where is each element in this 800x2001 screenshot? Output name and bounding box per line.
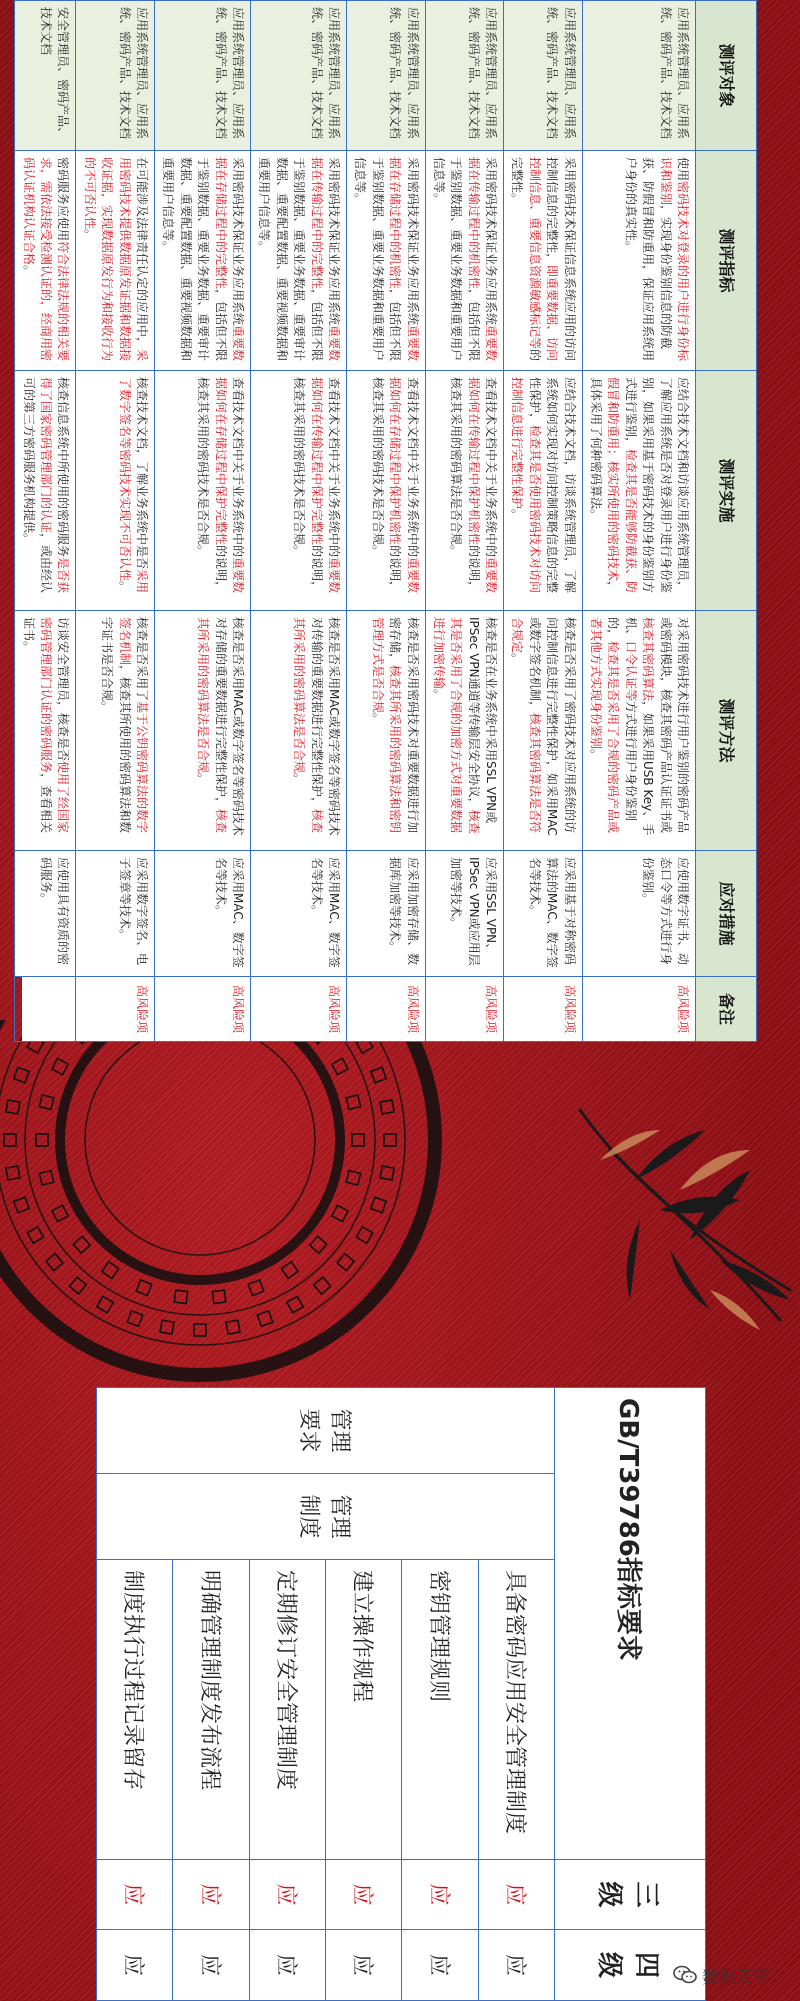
level-3-mark: 应 xyxy=(326,1860,402,1930)
requirements-table xyxy=(96,1387,706,2001)
highlighted-text: 核查其所采用的密码算法是否合规 xyxy=(292,617,324,834)
text-segment: 访谈安全管理员，核查是否 xyxy=(56,617,71,762)
seal-glyph xyxy=(384,1134,396,1146)
cell-method xyxy=(425,611,504,851)
cell-method xyxy=(76,611,155,851)
cell-note: 高风险项 xyxy=(76,977,155,1042)
cell-method xyxy=(582,611,695,851)
seal-glyph xyxy=(6,1100,20,1114)
seal-glyph xyxy=(346,1095,361,1110)
cell-measure: 应采用加密存储、数据库加密等技术。 xyxy=(346,851,425,977)
seal-glyph xyxy=(287,1296,303,1312)
header-object: 测评对象 xyxy=(696,1,757,151)
seal-glyph xyxy=(314,1277,331,1294)
highlighted-text: 是否获得了国家密码管理部门的认证 xyxy=(39,377,71,594)
text-segment: 核查是否在业务系统中采用SSL VPN或IPSec VPN通道等传输层安全协议， xyxy=(466,617,499,824)
level-4-mark: 应 xyxy=(478,1930,554,2001)
seal-glyph xyxy=(371,1067,386,1082)
text-segment: ，核查其所使用的密码算法和数字证书是否合规。 xyxy=(100,617,132,834)
seal-glyph xyxy=(52,1058,68,1074)
highlighted-text: 重要数据如何在传输过程中保护机密性 xyxy=(466,377,499,594)
text-segment: 。 xyxy=(82,229,97,242)
cell-metric xyxy=(425,151,504,371)
cell-metric xyxy=(582,151,695,371)
text-segment: 密码服务应使用 xyxy=(56,157,71,242)
cell-note: 高风险项 xyxy=(425,977,504,1042)
cell-measure: 应使用数字证书、动态口令等方式进行身份鉴别。 xyxy=(582,851,695,977)
requirement-item: 明确管理制度发布流程 xyxy=(173,1560,249,1860)
text-segment: 的说明，核查其采用的密码技术是否合规。 xyxy=(292,377,324,594)
text-segment: 查看技术文档中关于业务系统中的 xyxy=(484,377,499,558)
text-segment: 核查是否采用MAC或数字签名等密码技术对传输的重要数据进行完整性保护， xyxy=(309,617,341,836)
cell-object: 应用系统管理员、应用系统、密码产品、技术文档 xyxy=(582,1,695,151)
text-segment: 采用密码技术保证业务应用系统 xyxy=(326,157,341,326)
text-segment: 。 xyxy=(292,773,307,786)
highlighted-text: 重要数据如何在存储过程中保护机密性 xyxy=(388,377,420,594)
seal-glyph xyxy=(194,1324,206,1336)
table-row xyxy=(251,1,347,1042)
text-segment: 采用密码技术保证业务应用系统 xyxy=(405,157,420,326)
text-segment: 方式进行用户身份鉴别的， xyxy=(606,617,638,822)
requirements-row xyxy=(478,1388,554,2001)
cell-note: 高风险项 xyxy=(155,977,251,1042)
cell-method xyxy=(155,611,251,851)
cell-implementation xyxy=(76,371,155,611)
highlighted-text: 检查其是否采用了合规的密码产品或者其他方式实现身份鉴别 xyxy=(589,617,621,834)
requirement-item: 建立操作规程 xyxy=(326,1560,402,1860)
seal-glyph xyxy=(212,1290,225,1303)
highlighted-text: 核查其所采用的密码算法和密钥管理方式是否合规 xyxy=(370,617,403,834)
table-row xyxy=(15,1,76,1042)
level-4-header: 四级 xyxy=(555,1930,706,2001)
text-segment: 核查是否采用了 xyxy=(135,617,150,702)
table-row xyxy=(504,1,583,1042)
level-3-mark: 应 xyxy=(97,1860,173,1930)
seal-glyph xyxy=(281,1262,298,1279)
text-segment: 。 xyxy=(21,265,36,278)
highlighted-text: 检查其是否能够防截获、防假冒和防重用；核实所使用的密码技术 xyxy=(606,377,638,594)
seal-glyph xyxy=(160,1320,174,1334)
text-segment: 。 xyxy=(117,581,132,594)
cell-metric xyxy=(504,151,583,371)
highlighted-text: 重要数据如何在传输过程中保护完整性 xyxy=(309,377,341,594)
highlighted-text: 基于公钥密码算法的数字签名机制 xyxy=(117,617,150,834)
text-segment: 。 xyxy=(370,713,385,726)
table-row xyxy=(155,1,251,1042)
cell-object: 应用系统管理员、应用系统、密码产品、技术文档 xyxy=(155,1,251,151)
text-segment: ，实现身份鉴别信息的防截获、防假冒和防重用，保证应用系统用户身份的真实性。 xyxy=(623,157,673,362)
text-segment: 。 xyxy=(431,689,446,702)
cell-measure: 应采用MAC、数字签名等技术。 xyxy=(251,851,347,977)
cell-note: 高风险项 xyxy=(504,977,583,1042)
cell-note: 高风险项 xyxy=(582,977,695,1042)
seal-glyph xyxy=(69,1277,86,1294)
seal-glyph xyxy=(380,1166,394,1180)
text-segment: 核查是否采用MAC或数字签名等密码技术对存储的重要数据进行完整性保护， xyxy=(213,617,246,836)
evaluation-table xyxy=(14,0,757,1042)
seal-glyph xyxy=(337,1254,354,1271)
highlighted-text: 符合法律法规的相关要求，需依法接受检测认证的，经商用密码认证机构认证合格 xyxy=(21,157,71,362)
cell-note: 高风险项 xyxy=(346,977,425,1042)
text-segment: 的说明，核查其采用的密码算法是否合规。 xyxy=(449,377,481,594)
text-segment: 应结合技术文档，访谈系统管理员，了解系统如何实现对访问控制策略信息的完整性保护， xyxy=(527,377,577,594)
requirement-item: 定期修订安全管理制度 xyxy=(249,1560,325,1860)
cell-measure: 应采用MAC、数字签名等技术。 xyxy=(155,851,251,977)
cell-implementation xyxy=(346,371,425,611)
highlighted-text: 重要数据如何在存储过程中保护完整性 xyxy=(213,377,246,594)
text-segment: ，具体采用了何种密码算法。 xyxy=(589,377,621,594)
text-segment: 查看技术文档中关于业务系统中的 xyxy=(326,377,341,558)
requirements-header-row xyxy=(555,1388,706,2001)
level-3-header: 三级 xyxy=(555,1860,706,1930)
seal-glyph xyxy=(226,1320,240,1334)
cell-method xyxy=(346,611,425,851)
text-segment: 核查信息系统中所使用的密码服务 xyxy=(56,377,71,558)
cell-measure: 应采用基于对称密码算法的MAC、数字签名等技术。 xyxy=(504,851,583,977)
text-segment: ，或由经认可的第三方密码服务机构提供。 xyxy=(21,377,54,594)
header-implementation: 测评实施 xyxy=(696,371,757,611)
seal-glyph xyxy=(14,1197,29,1212)
cell-object: 应用系统管理员、应用系统、密码产品、技术文档 xyxy=(346,1,425,151)
table-row xyxy=(582,1,695,1042)
text-segment: 查看技术文档中关于业务系统中的 xyxy=(405,377,420,558)
text-segment: 核查技术文档，了解业务系统中是否 xyxy=(135,377,150,570)
requirement-item: 密钥管理规则 xyxy=(402,1560,478,1860)
cell-implementation xyxy=(582,371,695,611)
cell-implementation xyxy=(504,371,583,611)
bamboo-decoration xyxy=(540,1090,800,1350)
cell-metric xyxy=(251,151,347,371)
seal-glyph xyxy=(136,1280,151,1295)
seal-glyph xyxy=(6,1166,20,1180)
cell-metric xyxy=(76,151,155,371)
header-metric: 测评指标 xyxy=(696,151,757,371)
highlighted-text: 重要数据在传输过程中的完整性 xyxy=(309,157,341,362)
text-segment: 。 xyxy=(510,653,525,666)
seal-glyph xyxy=(310,1236,327,1253)
seal-glyph xyxy=(52,1205,68,1221)
cell-measure: 应采用数字签名、电子签章等技术。 xyxy=(76,851,155,977)
text-segment: 采用密码技术保证信息系统应用的访问控制信息的完整性， xyxy=(545,157,577,362)
highlighted-text: 口令认证等 xyxy=(623,641,638,702)
seal-glyph xyxy=(97,1296,113,1312)
seal-glyph xyxy=(73,1236,90,1253)
cell-object: 应用系统管理员、应用系统、密码产品、技术文档 xyxy=(504,1,583,151)
cell-object: 应用系统管理员、应用系统、密码产品、技术文档 xyxy=(425,1,504,151)
level-3-mark: 应 xyxy=(173,1860,249,1930)
highlighted-text: 检查其是否使用密码技术对访问控制信息进行完整性保护 xyxy=(510,377,542,594)
seal-glyph xyxy=(332,1058,348,1074)
wechat-icon xyxy=(672,1964,698,1986)
cell-implementation xyxy=(15,371,76,611)
seal-glyph xyxy=(356,1227,372,1243)
cell-measure: 应采用SSL VPN、IPSec VPN或应用层加密等技术。 xyxy=(425,851,504,977)
watermark-text: 数观天下 xyxy=(702,1967,770,1988)
text-segment: ，如果采用USB Key、手机、 xyxy=(623,617,656,836)
text-segment: 采用密码技术保证业务应用系统 xyxy=(484,157,499,326)
text-segment: 。 xyxy=(196,773,211,786)
seal-glyph xyxy=(46,1254,63,1271)
level-4-mark: 应 xyxy=(249,1930,325,2001)
cell-metric xyxy=(15,151,76,371)
text-segment: 。 xyxy=(589,749,604,762)
level-4-mark: 应 xyxy=(402,1930,478,2001)
category-level-1: 管理要求 xyxy=(97,1388,555,1474)
cell-method xyxy=(251,611,347,851)
seal-glyph xyxy=(14,1067,29,1082)
cell-note xyxy=(15,977,76,1042)
seal-glyph xyxy=(102,1262,119,1279)
header-note: 备注 xyxy=(696,977,757,1042)
level-4-mark: 应 xyxy=(326,1930,402,2001)
cell-metric xyxy=(155,151,251,371)
text-segment: 在可能涉及法律责任认定的应用中， xyxy=(135,157,150,350)
text-segment: 核查是否采用密码技术对重要数据进行加密存储， xyxy=(388,617,420,834)
highlighted-text: 采用了数字签名等密码技术实现不可否认性 xyxy=(117,377,150,594)
table-header-row xyxy=(696,1,757,1042)
highlighted-text: 核查其是否采用了合规的加密方式对重要数据进行加密传输 xyxy=(431,617,481,834)
text-segment: 的说明，核查其采用的密码技术是否合规。 xyxy=(370,377,403,594)
seal-glyph xyxy=(371,1197,386,1212)
highlighted-text: 采用密码技术提供数据原发证据和数据接收证据，实现数据原发行为和接收行为的不可否认性 xyxy=(82,157,150,362)
cell-implementation xyxy=(155,371,251,611)
text-segment: 查看技术文档中关于业务系统中的 xyxy=(231,377,246,558)
evaluation-table-page xyxy=(22,0,757,1041)
highlighted-text: 重要数据在传输过程中的机密性 xyxy=(466,157,499,362)
text-segment: ，包括但不限于鉴别数据、重要业务数据和重要用户信息等。 xyxy=(431,157,481,362)
seal-glyph xyxy=(248,1280,263,1295)
text-segment: ，包括但不限于鉴别数据、重要业务数据和重要用户信息等。 xyxy=(353,157,403,362)
highlighted-text: 重要数据在存储过程中的机密性 xyxy=(388,157,420,362)
seal-glyph xyxy=(332,1205,348,1221)
highlighted-text: 核查其密码算法是否符合规定 xyxy=(510,617,542,834)
header-measure: 应对措施 xyxy=(696,851,757,977)
seal-glyph xyxy=(127,1311,142,1326)
requirements-table-page xyxy=(96,1387,706,2000)
text-segment: 的说明，核查其采用的密码技术是否合规。 xyxy=(196,377,228,594)
category-level-2: 管理制度 xyxy=(97,1474,555,1560)
level-4-mark: 应 xyxy=(97,1930,173,2001)
cell-object: 应用系统管理员、应用系统、密码产品、技术文档 xyxy=(251,1,347,151)
table-row xyxy=(346,1,425,1042)
seal-glyph xyxy=(39,1095,54,1110)
highlighted-text: 使用了经国家密码管理部门认证的密码服务 xyxy=(39,617,71,834)
seal-glyph xyxy=(352,1134,364,1146)
level-3-mark: 应 xyxy=(478,1860,554,1930)
seal-glyph xyxy=(174,1290,187,1303)
text-segment: 采用密码技术保证业务应用系统 xyxy=(231,157,246,326)
text-segment: ，包括但不限于鉴别数据、重要业务数据、重要审计数据、重要配置数据、重要视频数据和重要用户信息等。 xyxy=(161,157,228,362)
cell-object: 安全管理员、密码产品、技术文档 xyxy=(15,1,76,151)
highlighted-text: 核查其密码算法 xyxy=(641,617,656,702)
level-4-mark: 应 xyxy=(173,1930,249,2001)
seal-glyph xyxy=(39,1171,54,1186)
text-segment: 核查是否采用了密码技术对应用系统的访问控制信息进行完整性保护，如采用MAC或数字签名机制， xyxy=(527,617,577,836)
requirement-item: 具备密码应用安全管理制度 xyxy=(478,1560,554,1860)
seal-glyph xyxy=(27,1227,43,1243)
cell-metric xyxy=(346,151,425,371)
header-method: 测评方法 xyxy=(696,611,757,851)
text-segment: 使用 xyxy=(676,157,690,182)
watermark xyxy=(672,1958,770,1992)
seal-glyph xyxy=(36,1134,48,1146)
highlighted-text: 即重要数据、访问控制信息、重要信息资源敏感标记等 xyxy=(527,157,560,362)
highlighted-text: 重要数据在存储过程中的完整性 xyxy=(213,157,246,362)
cell-method xyxy=(15,611,76,851)
text-segment: 。 xyxy=(510,509,525,522)
cell-measure: 应使用具有资质的密码服务。 xyxy=(15,851,76,977)
seal-glyph xyxy=(380,1100,394,1114)
text-segment: 应结合技术文档和访谈应用系统管理员，了解应用系统是否对登录用户进行身份鉴别，如果采用基于密码技术的身份鉴别方式进行鉴别， xyxy=(623,377,690,594)
highlighted-text: 核查其所采用的密码算法是否合规 xyxy=(196,617,228,834)
level-3-mark: 应 xyxy=(249,1860,325,1930)
text-segment: ，包括但不限于鉴别数据、重要业务数据、重要审计数据、重要配置数据、重要视频数据和重要用户信息等。 xyxy=(257,157,324,362)
cell-note: 高风险项 xyxy=(251,977,347,1042)
table-row xyxy=(425,1,504,1042)
cell-implementation xyxy=(251,371,347,611)
seal-glyph xyxy=(4,1134,16,1146)
text-segment: 的完整性。 xyxy=(510,157,542,362)
requirement-item: 制度执行过程记录留存 xyxy=(97,1560,173,1860)
seal-glyph xyxy=(346,1171,361,1186)
table-row xyxy=(76,1,155,1042)
cell-method xyxy=(504,611,583,851)
text-segment: 对采用密码技术进行用户鉴别的密码产品或密码模块，核查其密码产品认证证书或 xyxy=(658,617,690,834)
requirements-title: GB/T39786指标要求 xyxy=(555,1388,706,1860)
level-3-mark: 应 xyxy=(402,1860,478,1930)
cell-object: 应用系统管理员、应用系统、密码产品、技术文档 xyxy=(76,1,155,151)
highlighted-text: 密码技术对登录的用户进行身份标识和鉴别 xyxy=(658,157,690,362)
cell-implementation xyxy=(425,371,504,611)
text-segment: ，查看相关证书。 xyxy=(21,617,54,834)
seal-glyph xyxy=(257,1311,272,1326)
